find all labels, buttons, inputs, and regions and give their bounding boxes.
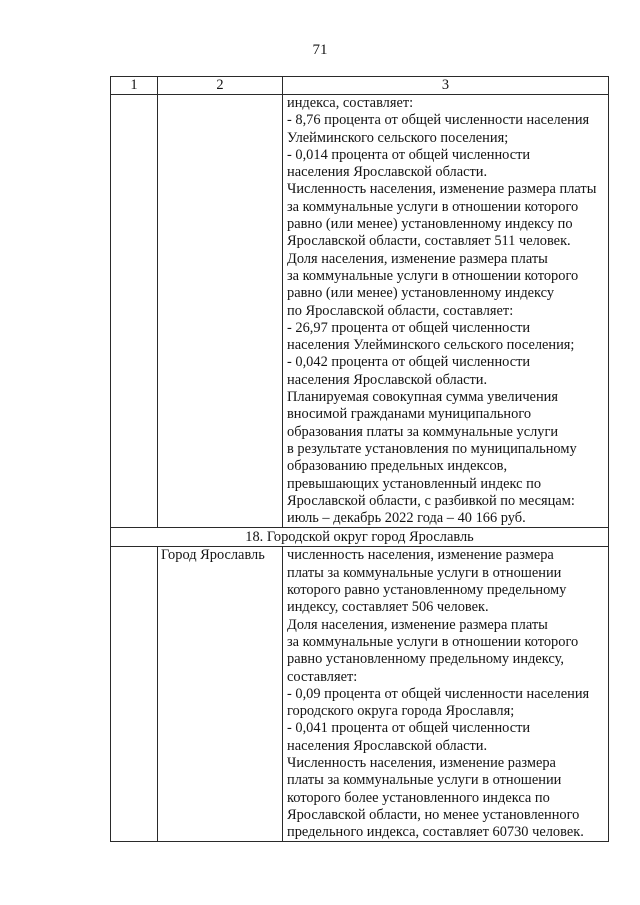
text-line: равно (или менее) установленному индексу по — [287, 216, 573, 233]
text-line: населения Улейминского сельского поселения; — [287, 337, 575, 354]
text-line: индекса, составляет: — [287, 95, 414, 111]
text-line: вносимой гражданами муниципального — [287, 406, 532, 423]
text-line: - 0,042 процента от общей численности — [287, 354, 531, 371]
row2-text-cell — [283, 547, 609, 842]
row1-col2-cell — [158, 95, 283, 528]
text-line: платы за коммунальные услуги в отношении — [287, 564, 562, 581]
text-line: за коммунальные услуги в отношении которого — [287, 198, 579, 215]
text-line: населения Ярославской области. — [287, 737, 488, 754]
table-row — [111, 95, 609, 528]
text-line: за коммунальные услуги в отношении которого — [287, 267, 579, 284]
text-line: по Ярославской области, составляет: — [287, 302, 514, 319]
text-line: равно (или менее) установленному индексу — [287, 285, 555, 302]
text-line: Численность населения, изменение размера — [287, 754, 556, 771]
row1-text-cell — [283, 95, 609, 528]
text-line: численность населения, изменение размера — [287, 547, 554, 564]
text-line: индексу, составляет 506 человек. — [287, 599, 489, 616]
text-line: - 8,76 процента от общей численности населения — [287, 112, 590, 129]
text-line: составляет: — [287, 668, 358, 685]
text-line: - 0,09 процента от общей численности населения — [287, 685, 590, 702]
section-heading-row — [111, 528, 609, 547]
text-line: июль – декабрь 2022 года – 40 166 руб. — [287, 510, 526, 527]
text-line: Ярославской области, составляет 511 человек. — [287, 233, 571, 250]
text-line: платы за коммунальные услуги в отношении — [287, 772, 562, 789]
table-header-row — [111, 77, 609, 95]
text-line: - 26,97 процента от общей численности — [287, 319, 531, 336]
text-line: Доля населения, изменение размера платы — [287, 250, 548, 267]
header-col-2: 2 — [158, 77, 283, 95]
table-row — [111, 547, 609, 842]
text-line: Ярославской области, но менее установленного — [287, 806, 580, 823]
text-line: городского округа города Ярославля; — [287, 703, 515, 720]
municipality-name: Город Ярославль — [158, 547, 283, 842]
header-col-3: 3 — [283, 77, 609, 95]
page-number: 71 — [312, 42, 328, 58]
text-line: образованию предельных индексов, — [287, 458, 508, 475]
document-table — [110, 76, 609, 842]
text-line: предельного индекса, составляет 60730 человек. — [287, 824, 584, 841]
text-line: Доля населения, изменение размера платы — [287, 616, 548, 633]
text-line: которого более установленного индекса по — [287, 789, 550, 806]
text-line: в результате установления по муниципальному — [287, 440, 577, 457]
text-line: образования платы за коммунальные услуги — [287, 423, 559, 440]
text-line: населения Ярославской области. — [287, 164, 488, 181]
row1-col1-cell — [111, 95, 158, 528]
text-line: которого равно установленному предельному — [287, 582, 567, 599]
text-line: Численность населения, изменение размера платы — [287, 181, 597, 198]
text-line: населения Ярославской области. — [287, 371, 488, 388]
text-line: за коммунальные услуги в отношении которого — [287, 633, 579, 650]
text-line: - 0,014 процента от общей численности — [287, 146, 531, 163]
text-line: равно установленному предельному индексу, — [287, 651, 564, 668]
text-line: Ярославской области, с разбивкой по месяцам: — [287, 492, 575, 509]
text-line: превышающих установленный индекс по — [287, 475, 542, 492]
text-line: Улейминского сельского поселения; — [287, 129, 509, 146]
row2-col1-cell — [111, 547, 158, 842]
text-line: - 0,041 процента от общей численности — [287, 720, 531, 737]
section-title: 18. Городской округ город Ярославль — [111, 528, 609, 547]
text-line: Планируемая совокупная сумма увеличения — [287, 389, 558, 406]
header-col-1: 1 — [111, 77, 158, 95]
